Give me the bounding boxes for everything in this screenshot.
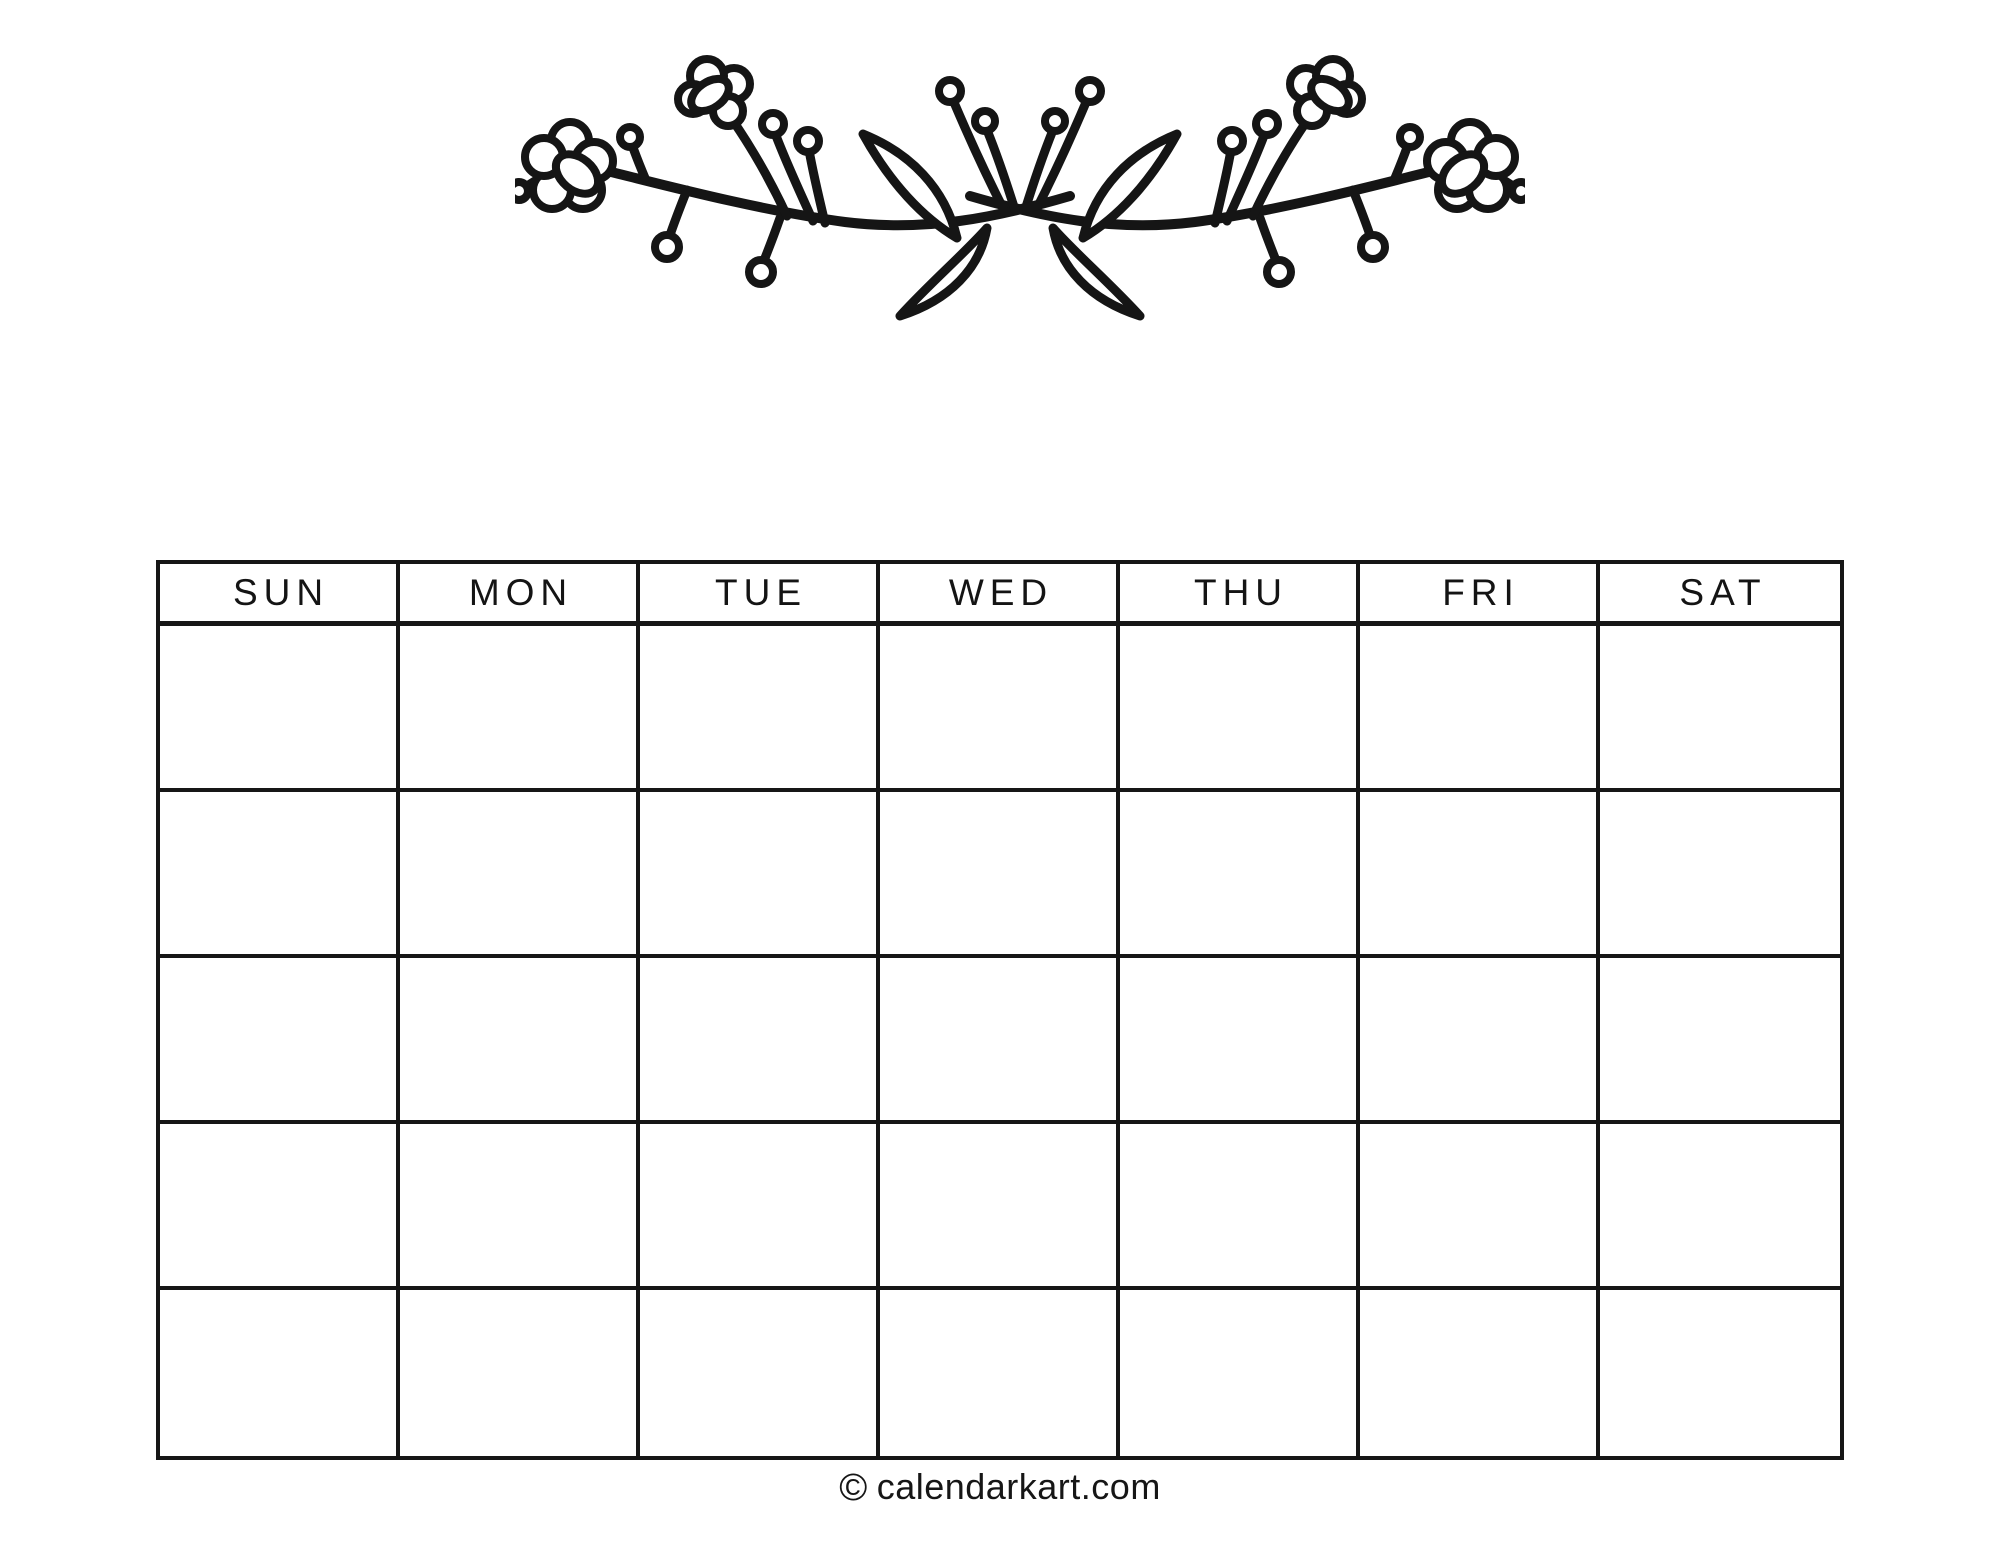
calendar-cell [1120,792,1360,958]
calendar-cell [880,958,1120,1124]
calendar-cell [880,792,1120,958]
calendar-cell [1600,626,1840,792]
calendar-cell [880,1290,1120,1456]
calendar-cell [640,958,880,1124]
calendar-cell [640,1290,880,1456]
day-header-sat: SAT [1679,571,1767,613]
calendar-cell [1360,1124,1600,1290]
calendar-table [156,560,1844,1460]
footer [0,1466,2000,1510]
calendar-cell [160,626,400,792]
calendar-cell [400,1124,640,1290]
day-header-fri: FRI [1360,564,1600,621]
calendar-cell [1120,1290,1360,1456]
day-header-wed: WED [880,564,1120,621]
calendar-cell [400,1290,640,1456]
calendar-cell [1600,1290,1840,1456]
floral-ornament [515,38,1525,338]
calendar-cell [640,1124,880,1290]
calendar-cell [1120,1124,1360,1290]
calendar-grid [160,626,1840,1456]
calendar-cell [1120,958,1360,1124]
calendar-cell [1360,792,1600,958]
day-header-tue: TUE [640,564,880,621]
calendar-cell [160,1124,400,1290]
calendar-cell [160,958,400,1124]
calendar-cell [1360,626,1600,792]
calendar-cell [1600,1124,1840,1290]
left-branch [515,59,1070,316]
calendar-cell [400,958,640,1124]
right-branch [970,59,1525,316]
calendar-cell [1360,1290,1600,1456]
day-header-sun: SUN [160,564,400,621]
calendar-cell [1360,958,1600,1124]
calendar-cell [160,1290,400,1456]
calendar-cell [640,626,880,792]
calendar-header-row [160,564,1840,626]
calendar-cell [640,792,880,958]
footer-site-text: calendarkart.com [876,1466,1161,1507]
calendar-cell [400,626,640,792]
calendar-cell [160,792,400,958]
calendar-cell [880,626,1120,792]
calendar-cell [880,1124,1120,1290]
day-header-thu: THU [1120,564,1360,621]
calendar-cell [1120,626,1360,792]
day-header-mon: MON [400,564,640,621]
calendar-cell [1600,958,1840,1124]
calendar-cell [1600,792,1840,958]
copyright-icon: © [839,1467,868,1509]
calendar-cell [400,792,640,958]
